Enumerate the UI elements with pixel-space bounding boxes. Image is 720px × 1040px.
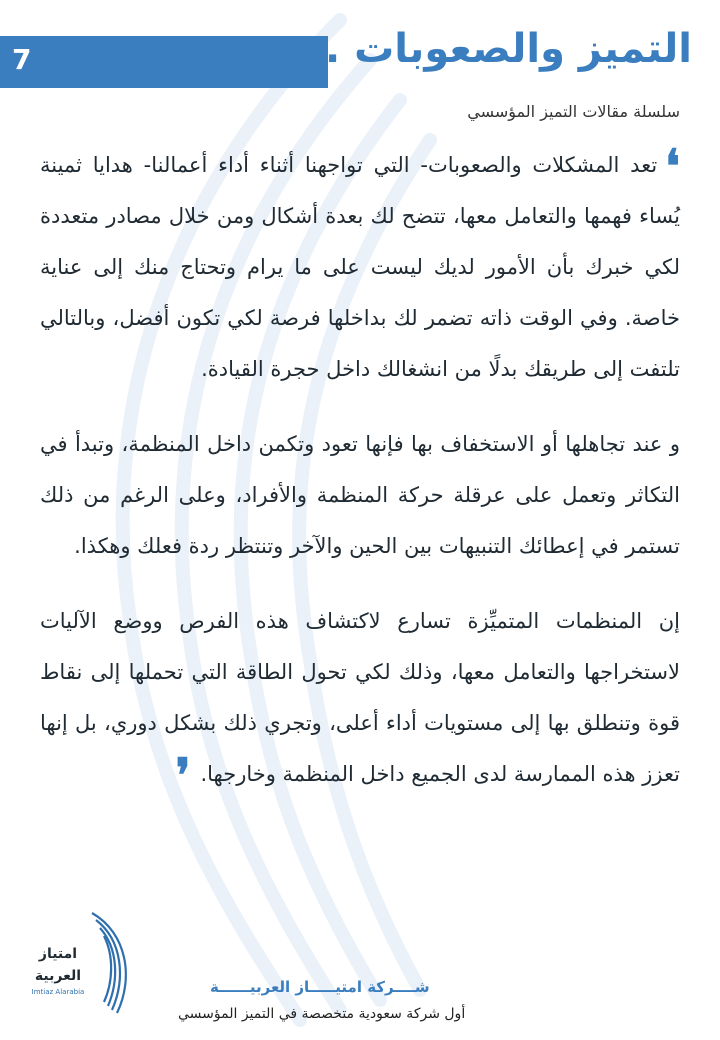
paragraph-text: إن المنظمات المتميِّزة تسارع لاكتشاف هذه الفرص ووضع الآليات لاستخراجها والتعامل معها، وذلك لكي تحول الطاقة التي تحملها إلى نقاط قوة وتنطلق بها إلى مستويات أداء أعلى، وتجري ذلك بشكل دوري، بل إنها تعزز هذه الممارسة لدى الجميع داخل المنظمة وخارجها. xyxy=(40,609,680,786)
article-body xyxy=(40,140,680,824)
page-title: التميز والصعوبات .. xyxy=(309,26,692,72)
svg-text:امتياز: امتياز xyxy=(38,946,78,962)
open-quote-icon: ❛ xyxy=(665,139,680,193)
article-paragraph-3 xyxy=(40,596,680,800)
series-subtitle: سلسلة مقالات التميز المؤسسي xyxy=(467,102,680,121)
paragraph-text: تعد المشكلات والصعوبات- التي تواجهنا أثناء أداء أعمالنا- هدايا ثمينة يُساء فهمها والتعامل معها، تتضح لك بعدة أشكال ومن خلال مصادر متعددة لكي خبرك بأن الأمور لديك ليست على ما يرام وتحتاج منك إلى عناية خاصة. وفي الوقت ذاته تضمر لك بداخلها فرصة لكي تكون أفضل، وبالتالي تلتفت إلى طريقك بدلًا من انشغالك داخل حجرة القيادة. xyxy=(40,153,680,381)
close-quote-icon: ❜ xyxy=(175,748,191,802)
article-paragraph-2 xyxy=(40,419,680,572)
paragraph-text: و عند تجاهلها أو الاستخفاف بها فإنها تعود وتكمن داخل المنظمة، وتبدأ في التكاثر وتعمل على عرقلة حركة المنظمة والأفراد، وعلى الرغم من ذلك تستمر في إعطائك التنبيهات بين الحين والآخر وتنتظر ردة فعلك وهكذا. xyxy=(40,432,680,558)
page-number-band xyxy=(0,36,328,88)
svg-text:العربية: العربية xyxy=(34,968,82,984)
company-tagline: أول شركة سعودية متخصصة في التميز المؤسسي xyxy=(178,1006,466,1022)
svg-text:Imtiaz Alarabia: Imtiaz Alarabia xyxy=(31,988,85,996)
article-paragraph-1 xyxy=(40,140,680,395)
company-logo xyxy=(22,908,142,1018)
page-number: 7 xyxy=(12,43,32,76)
company-name: شــــركة امتيـــــاز العربيــــــة xyxy=(210,978,430,996)
